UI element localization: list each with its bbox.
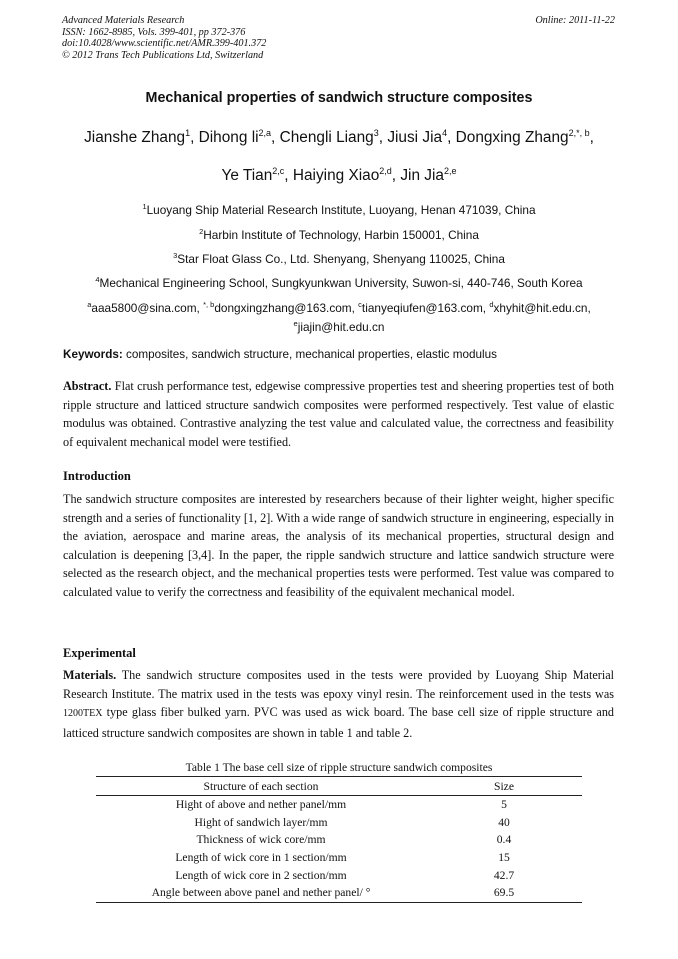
author: Jianshe Zhang: [84, 129, 186, 147]
author: Jiusi Jia: [387, 129, 443, 147]
materials-paragraph: Materials. The sandwich structure composites used in the tests were provided by Luoyang Ship Material Research Institute. The matrix used in the tests was epoxy vinyl resin. The reinforcement used in the tests was 1200TEX type glass fiber bulked yarn. PVC was used as wick board. The base cell size of ripple structure and latticed structure sandwich composites are shown in table 1 and table 2.: [63, 668, 615, 740]
author: Dongxing Zhang: [455, 129, 569, 147]
table-row: [96, 831, 582, 849]
table-row: [96, 849, 582, 867]
table-cell: 40: [498, 815, 510, 829]
table-caption: Table 1 The base cell size of ripple structure sandwich composites: [185, 761, 493, 774]
keywords: [63, 348, 623, 361]
table-cell: Hight of above and nether panel/mm: [175, 798, 347, 812]
email: aaa5800@sina.com,: [91, 300, 200, 315]
introduction-heading: Introduction: [63, 469, 131, 483]
email-line-2: $^e$jiajin@hit.edu.cn: [293, 319, 385, 334]
abstract-text: Flat crush performance test, edgewise compressive properties test and sheering properties test of both ripple structure and latticed structure sandwich composites were performed respectively. Test value of elastic modulus was obtained. Contrastive analyzing the test value and calculated value, the correctness and feasibility of equivalent mechanical model were testified.: [63, 379, 615, 449]
table-header: Size: [426, 777, 582, 796]
table-cell: Hight of sandwich layer/mm: [194, 815, 328, 829]
table-row: [96, 866, 582, 884]
email: jiajin@hit.edu.cn: [297, 319, 385, 334]
journal-header: [62, 15, 266, 61]
table-cell: 69.5: [426, 884, 582, 902]
cell-size-table: [96, 776, 582, 903]
table-row: [96, 796, 582, 814]
table-cell: 15: [498, 851, 510, 865]
abstract-label: Abstract.: [63, 379, 112, 393]
table-row: [96, 814, 582, 832]
table-header: Structure of each section: [96, 777, 426, 796]
table-cell: 42.7: [493, 868, 515, 882]
author: Chengli Liang: [279, 129, 374, 147]
affiliation-4: $^4$Mechanical Engineering School, Sungkyunkwan University, Suwon-si, 440-746, South Korea: [95, 275, 583, 290]
keywords-text: composites, sandwich structure, mechanical properties, elastic modulus: [126, 348, 497, 361]
table-cell: Length of wick core in 1 section/mm: [175, 851, 347, 865]
email: dongxingzhang@163.com,: [214, 300, 355, 315]
affiliation-3: $^3$Star Float Glass Co., Ltd. Shenyang, Shenyang 110025, China: [173, 251, 505, 266]
table-header-row: [96, 777, 582, 796]
table-cell: Length of wick core in 2 section/mm: [175, 868, 347, 882]
author-line-1: Jianshe Zhang$^1$, Dihong li$^{2,a}$, Chengli Liang$^3$, Jiusi Jia$^4$, Dongxing Zhang$^{2,*, b}$,: [84, 128, 594, 147]
affiliation-2: $^2$Harbin Institute of Technology, Harbin 150001, China: [199, 227, 479, 242]
issn: ISSN: 1662-8985, Vols. 399-401, pp 372-376: [62, 26, 246, 38]
doi: doi:10.4028/www.scientific.net/AMR.399-401.372: [62, 38, 267, 50]
email: tianyeqiufen@163.com,: [361, 300, 487, 315]
table-cell: 0.4: [496, 833, 512, 847]
author: Ye Tian: [221, 167, 273, 185]
author-line-2: Ye Tian$^{2,c}$, Haiying Xiao$^{2,d}$, Jin Jia$^{2,e}$: [221, 166, 457, 185]
affiliation-1: $^1$Luoyang Ship Material Research Institute, Luoyang, Henan 471039, China: [142, 202, 536, 217]
table-row: [96, 884, 582, 902]
author: Haiying Xiao: [292, 167, 380, 185]
online-date: Online: 2011-11-22: [535, 15, 615, 26]
author: Dihong li: [198, 129, 259, 147]
email: xhyhit@hit.edu.cn,: [493, 300, 591, 315]
journal-name: Advanced Materials Research: [62, 15, 185, 26]
author: Jin Jia: [400, 167, 444, 185]
table-cell: Thickness of wick core/mm: [196, 833, 326, 847]
table-cell: Angle between above panel and nether panel/ °: [96, 884, 426, 902]
abstract: [63, 377, 614, 451]
keywords-label: Keywords:: [63, 348, 123, 361]
copyright: © 2012 Trans Tech Publications Ltd, Switzerland: [62, 49, 264, 61]
table-cell: 5: [501, 798, 507, 812]
experimental-heading: Experimental: [63, 646, 136, 660]
materials-label: Materials.: [63, 668, 117, 682]
introduction-text: The sandwich structure composites are interested by researchers because of their lighter weight, higher specific strength and a series of functionality [1, 2]. With a wide range of sandwich structure in engineering, especially in the aviation, aerospace and marine areas, the analysis of its mechanical properties, structural design and calculation is deepening [3,4]. In the paper, the ripple sandwich structure and lattice sandwich structure were selected as the research object, and the mechanical properties tests were performed. Test value was compared to calculated value to verify the correctness and feasibility of the equivalent mechanical model.: [63, 492, 614, 599]
email-line-1: $^a$aaa5800@sina.com, $^{*, b}$dongxingzhang@163.com, $^c$tianyeqiufen@163.com, $^d$xhyhit@hit.edu.cn,: [87, 300, 591, 315]
paper-title: Mechanical properties of sandwich structure composites: [145, 90, 533, 106]
